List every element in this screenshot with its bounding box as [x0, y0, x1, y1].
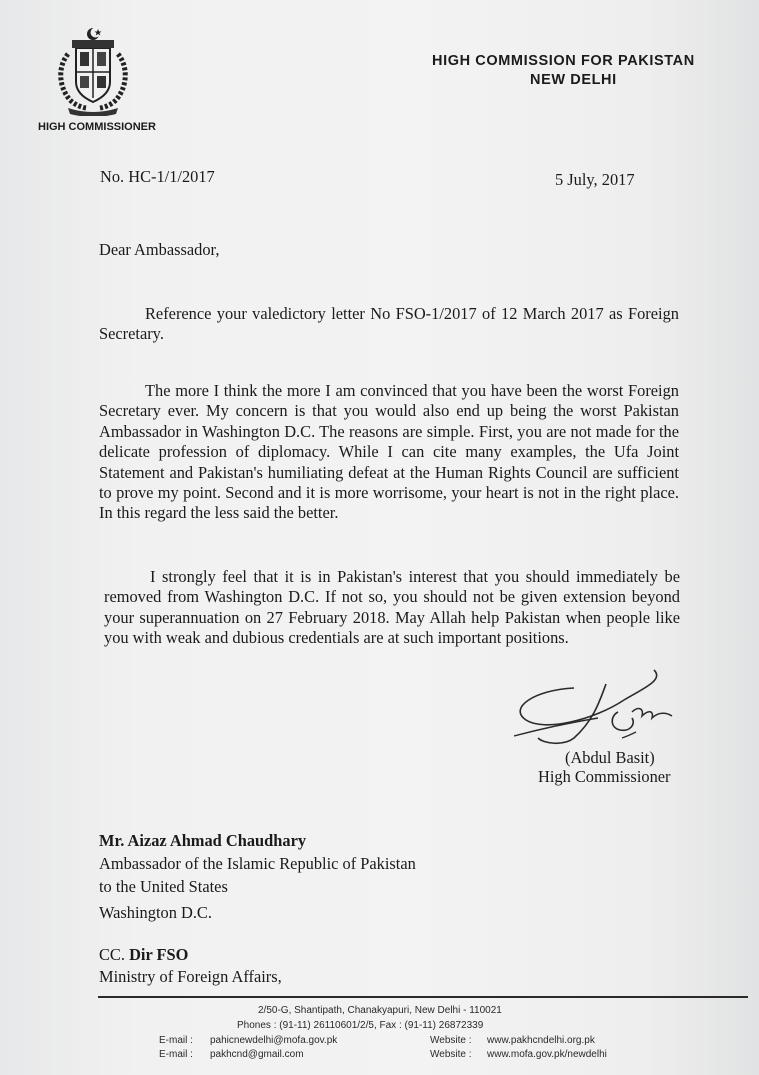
- recipient-line1: Ambassador of the Islamic Republic of Pakistan: [99, 854, 416, 873]
- salutation: Dear Ambassador,: [99, 240, 220, 259]
- recipient-line2: to the United States: [99, 877, 228, 896]
- state-emblem-icon: [54, 26, 132, 116]
- paragraph-3-text: I strongly feel that it is in Pakistan's interest that you should immediately be removed from Washington D.C. If not so, you should not be given extension beyond your superannuation on 27 February 2018. May Allah help Pakistan when people like you with weak and dubious credentials are at such important positions.: [104, 567, 680, 648]
- paragraph-1-text: Reference your valedictory letter No FSO-1/2017 of 12 March 2017 as Foreign Secretary.: [99, 304, 679, 344]
- footer-email-label-2: E-mail :: [159, 1049, 193, 1060]
- reference-number: No. HC-1/1/2017: [100, 167, 215, 186]
- letter-date: 5 July, 2017: [555, 170, 635, 189]
- footer-email-2: pakhcnd@gmail.com: [210, 1049, 304, 1060]
- footer-email-label-1: E-mail :: [159, 1035, 193, 1046]
- cc-prefix: CC.: [99, 945, 125, 964]
- paragraph-2-text: The more I think the more I am convinced that you have been the worst Foreign Secretary ever. My concern is that you would also end up being the worst Pakistan Ambassador in Washington D.C. The reasons are simple. First, you are not made for the delicate profession of diplomacy. While I can cite many examples, the Ufa Joint Statement and Pakistan's humiliating defeat at the Human Rights Council are sufficient to prove my point. Second and it is more worrisome, your heart is not in the right place. In this regard the less said the better.: [99, 381, 679, 523]
- paragraph-1: [99, 304, 679, 345]
- footer-phones: Phones : (91-11) 26110601/2/5, Fax : (91-11) 26872339: [237, 1020, 484, 1031]
- office-title: HIGH COMMISSIONER: [38, 121, 156, 133]
- footer-website-2: www.mofa.gov.pk/newdelhi: [487, 1049, 607, 1060]
- footer-website-label-2: Website :: [430, 1049, 472, 1060]
- footer-divider: [98, 996, 748, 998]
- recipient-line3: Washington D.C.: [99, 903, 212, 922]
- paragraph-3: [104, 567, 680, 649]
- cc-ministry: Ministry of Foreign Affairs,: [99, 967, 282, 986]
- signatory-name: (Abdul Basit): [565, 748, 655, 767]
- cc-line: [99, 943, 188, 966]
- recipient-name: Mr. Aizaz Ahmad Chaudhary: [99, 831, 307, 850]
- paragraph-2: [99, 381, 679, 524]
- organization-line1: HIGH COMMISSION FOR PAKISTAN: [432, 53, 695, 69]
- footer-email-1: pahicnewdelhi@mofa.gov.pk: [210, 1035, 338, 1046]
- footer-website-1: www.pakhcndelhi.org.pk: [487, 1035, 595, 1046]
- footer-website-label-1: Website :: [430, 1035, 472, 1046]
- signatory-title: High Commissioner: [538, 767, 671, 786]
- organization-line2: NEW DELHI: [530, 72, 617, 88]
- handwritten-signature: [514, 660, 694, 760]
- cc-name: Dir FSO: [129, 945, 189, 964]
- footer-address: 2/50-G, Shantipath, Chanakyapuri, New Delhi - 110021: [258, 1005, 502, 1016]
- organization-name: [432, 52, 695, 90]
